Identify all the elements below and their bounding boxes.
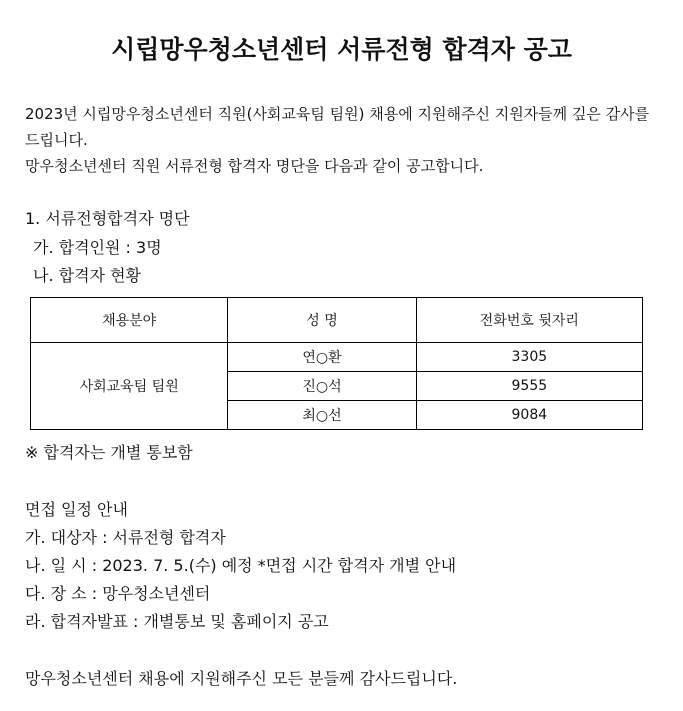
section1-item-na: 나. 합격자 현황 xyxy=(33,266,141,285)
section1-item-ga: 가. 합격인원 : 3명 xyxy=(33,238,162,257)
interview-heading: 면접 일정 안내 xyxy=(25,500,128,519)
field-cell: 사회교육팀 팀원 xyxy=(31,343,228,430)
intro-paragraph xyxy=(25,101,657,179)
phone-cell: 3305 xyxy=(416,343,642,372)
header-field: 채용분야 xyxy=(31,298,228,343)
intro-line-1: 2023년 시립망우청소년센터 직원(사회교육팀 팀원) 채용에 지원해주신 지원자들께 깊은 감사를 드립니다. xyxy=(25,105,650,149)
interview-item-ga: 가. 대상자 : 서류전형 합격자 xyxy=(25,528,226,547)
name-cell: 최○선 xyxy=(228,401,416,430)
phone-cell: 9555 xyxy=(416,372,642,401)
section1-heading: 1. 서류전형합격자 명단 xyxy=(25,209,190,228)
header-phone: 전화번호 뒷자리 xyxy=(416,298,642,343)
interview-item-da: 다. 장 소 : 망우청소년센터 xyxy=(25,584,211,603)
name-cell: 진○석 xyxy=(228,372,416,401)
page-title: 시립망우청소년센터 서류전형 합격자 공고 xyxy=(111,35,572,64)
notice-note: ※ 합격자는 개별 통보함 xyxy=(25,443,193,462)
closing-text: 망우청소년센터 채용에 지원해주신 모든 분들께 감사드립니다. xyxy=(25,669,458,688)
intro-line-2: 망우청소년센터 직원 서류전형 합격자 명단을 다음과 같이 공고합니다. xyxy=(25,157,484,175)
header-name: 성 명 xyxy=(228,298,416,343)
phone-cell: 9084 xyxy=(416,401,642,430)
interview-item-ra: 라. 합격자발표 : 개별통보 및 홈페이지 공고 xyxy=(25,612,329,631)
table-row xyxy=(31,343,643,372)
result-table xyxy=(30,297,643,430)
name-cell: 연○환 xyxy=(228,343,416,372)
table-header-row xyxy=(31,298,643,343)
interview-item-na: 나. 일 시 : 2023. 7. 5.(수) 예정 *면접 시간 합격자 개별 안내 xyxy=(25,556,457,575)
